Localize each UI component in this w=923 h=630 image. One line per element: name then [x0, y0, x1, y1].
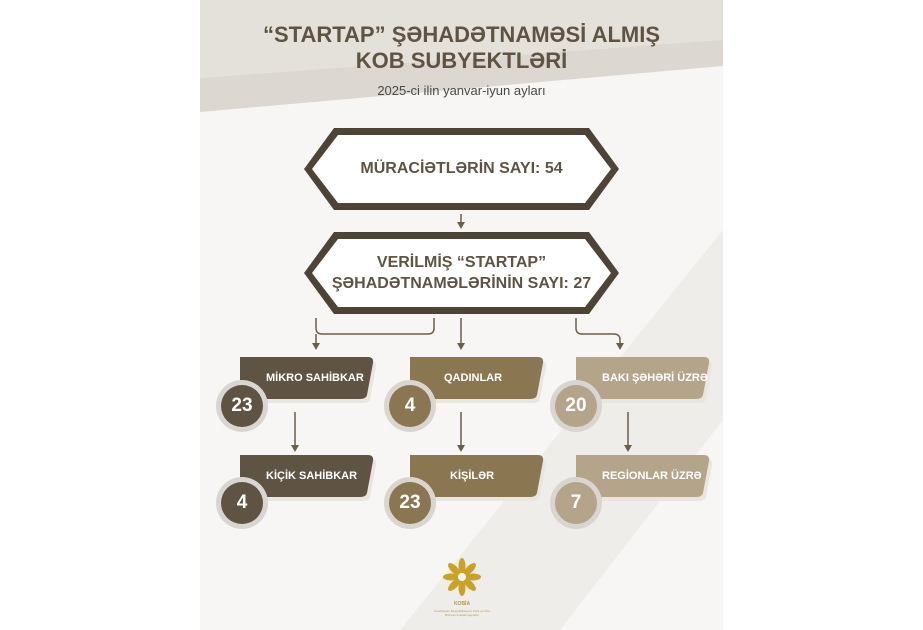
group-label: MİKRO SAHİBKAR — [266, 372, 364, 384]
group-label: QADINLAR — [444, 372, 503, 384]
group-value: 23 — [389, 482, 431, 524]
group-value: 20 — [555, 385, 597, 427]
group-label: KİÇİK SAHİBKAR — [266, 470, 358, 482]
issued-line-1: VERİLMİŞ “STARTAP” — [376, 254, 547, 271]
kobia-logo — [432, 555, 492, 627]
group-value-badge — [550, 380, 602, 432]
connector-right — [576, 318, 620, 344]
group-value-badge — [550, 477, 602, 529]
group-value: 23 — [221, 385, 263, 427]
applications-box — [300, 124, 623, 214]
connector-left — [316, 318, 434, 334]
logo-brand-text: KOBİA — [453, 601, 471, 607]
flower-icon — [432, 555, 492, 601]
group-value: 7 — [555, 482, 597, 524]
group-value: 4 — [389, 385, 431, 427]
group-value-badge — [216, 380, 268, 432]
group-label: BAKI ŞƏHƏRİ ÜZRƏ — [602, 372, 708, 384]
arrow-head — [291, 445, 299, 452]
group-value-badge — [384, 380, 436, 432]
issued-certificates-box — [300, 228, 623, 318]
arrow-head — [457, 343, 465, 350]
title-line-2: KOB SUBYEKTLƏRİ — [355, 48, 568, 73]
issued-certificates-count — [300, 228, 623, 318]
group-value-badge — [216, 477, 268, 529]
arrow-head — [457, 445, 465, 452]
group-value: 4 — [221, 482, 263, 524]
page-title — [200, 22, 723, 74]
applications-count: MÜRACİƏTLƏRİN SAYI: 54 — [360, 160, 563, 177]
title-line-1: “STARTAP” ŞƏHADƏTNAMƏSİ ALMIŞ — [262, 22, 661, 47]
arrow-head — [312, 343, 320, 350]
group-label: REGİONLAR ÜZRƏ — [602, 470, 702, 482]
group-value-badge — [384, 477, 436, 529]
issued-line-2: ŞƏHADƏTNAMƏLƏRİNİN SAYI: 27 — [331, 275, 592, 292]
group-label: KİŞİLƏR — [450, 470, 495, 482]
arrow-head — [616, 343, 624, 350]
page-subtitle: 2025-ci ilin yanvar-iyun ayları — [377, 83, 546, 98]
infographic-card — [200, 0, 723, 630]
logo-org-text: Azərbaycan Respublikasının Kiçik və Orta Biznesin İnkişafı Agentliyi — [434, 609, 490, 617]
